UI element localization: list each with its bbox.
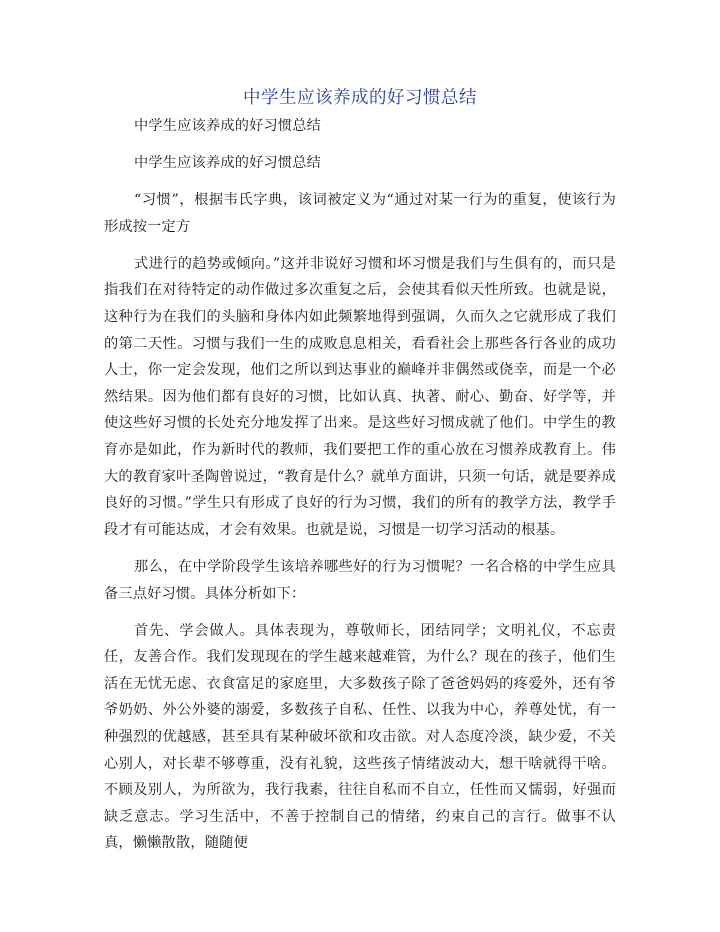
paragraph: “习惯”，根据韦氏字典，该词被定义为“通过对某一行为的重复，使该行为形成按一定方 [104,192,616,235]
document-title: 中学生应该养成的好习惯总结 [243,88,477,108]
subheading: 中学生应该养成的好习惯总结 [134,155,322,172]
document-body [104,113,616,867]
paragraph: 式进行的趋势或倾向。”这并非说好习惯和坏习惯是我们与生俱有的，而只是指我们在对待特定的动作做过多次重复之后，会使其看似天性所致。也就是说，这种行为在我们的头脑和身体内如此频繁地得到强调，久而久之它就形成了我们的第二天性。习惯与我们一生的成败息息相关，看看社会上那些各行各业的成功人士，你一定会发现，他们之所以到达事业的巅峰并非偶然或侥幸，而是一个必然结果。因为他们都有良好的习惯，比如认真、执著、耐心、勤奋、好学等，并使这些好习惯的长处充分地发挥了出来。是这些好习惯成就了他们。中学生的教育亦是如此，作为新时代的教师，我们要把工作的重心放在习惯养成教育上。伟大的教育家叶圣陶曾说过，“教育是什么？就单方面讲，只须一句话，就是要养成良好的习惯。”学生只有形成了良好的行为习惯，我们的所有的教学方法，教学手段才有可能达成，才会有效果。也就是说，习惯是一切学习活动的根基。 [104,255,616,538]
subheading: 中学生应该养成的好习惯总结 [134,118,322,134]
paragraph: 首先、学会做人。具体表现为，尊敬师长，团结同学；文明礼仪，不忘责任，友善合作。我们发现现在的学生越来越难管，为什么？现在的孩子，他们生活在无忧无虑、衣食富足的家庭里，大多数孩子除了爸爸妈妈的疼爱外，还有爷爷奶奶、外公外婆的溺爱，多数孩子自私、任性、以我为中心，养尊处忧，有一种强烈的优越感，甚至具有某种破坏欲和攻击欲。对人态度冷淡，缺少爱，不关心别人，对长辈不够尊重，没有礼貌，这些孩子情绪波动大，想干啥就得干啥。不顾及别人，为所欲为，我行我素，往往自私而不自立，任性而又懦弱，好强而缺乏意志。学习生活中，不善于控制自己的情绪，约束自己的言行。做事不认真，懒懒散散，随随便 [104,622,616,852]
paragraph: 那么，在中学阶段学生该培养哪些好的行为习惯呢？一名合格的中学生应具备三点好习惯。具体分析如下： [104,558,616,602]
